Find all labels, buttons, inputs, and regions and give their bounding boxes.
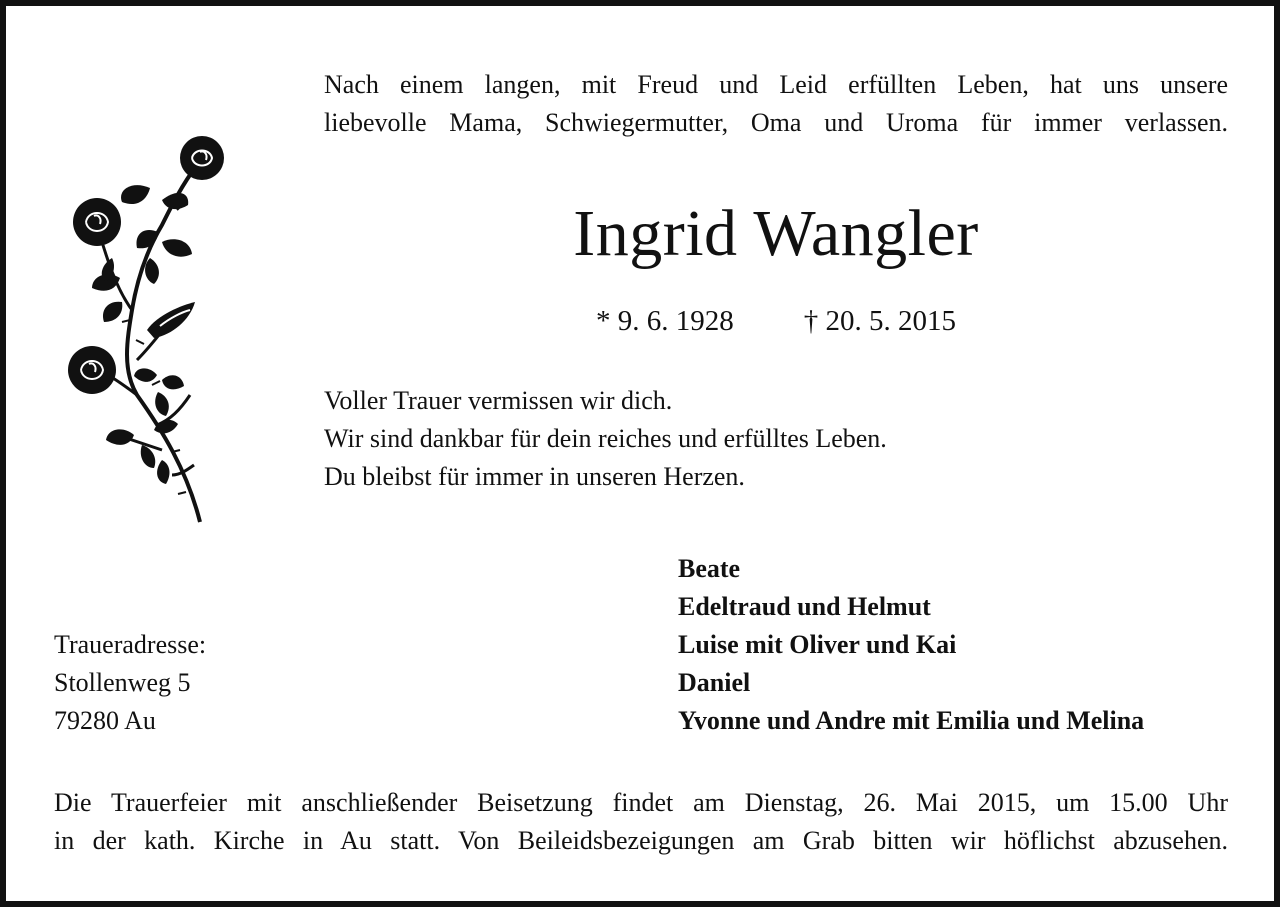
- funeral-service-info: [54, 784, 1228, 860]
- mourner-entry: Beate: [678, 554, 741, 583]
- verse-line: Voller Trauer vermissen wir dich.: [324, 386, 673, 415]
- intro-text: [324, 66, 1228, 142]
- mourner-entry: Daniel: [678, 668, 751, 697]
- verse-line: Wir sind dankbar für dein reiches und erfülltes Leben.: [324, 424, 887, 453]
- deceased-name: Ingrid Wangler: [573, 197, 979, 270]
- death-date: † 20. 5. 2015: [803, 305, 956, 337]
- birth-date: * 9. 6. 1928: [596, 305, 734, 337]
- service-line: Die Trauerfeier mit anschließender Beisetzung findet am Dienstag, 26. Mai 2015, um 15.00 Uhr: [54, 788, 1228, 817]
- mourning-address: [54, 626, 206, 740]
- rose-branch-icon: [62, 130, 232, 530]
- mourners-list: [678, 550, 1144, 740]
- address-label: Traueradresse:: [54, 630, 207, 659]
- memorial-verse: [324, 382, 887, 496]
- mourner-entry: Yvonne und Andre mit Emilia und Melina: [678, 706, 1145, 735]
- address-street: Stollenweg 5: [54, 668, 191, 697]
- address-city: 79280 Au: [54, 706, 156, 735]
- mourner-entry: Edeltraud und Helmut: [678, 592, 931, 621]
- intro-line: liebevolle Mama, Schwiegermutter, Oma und Uroma für immer verlassen.: [324, 108, 1228, 137]
- intro-line: Nach einem langen, mit Freud und Leid erfüllten Leben, hat uns unsere: [324, 70, 1228, 99]
- service-line: in der kath. Kirche in Au statt. Von Beileidsbezeigungen am Grab bitten wir höflichst abzusehen.: [54, 826, 1228, 855]
- verse-line: Du bleibst für immer in unseren Herzen.: [324, 462, 745, 491]
- mourner-entry: Luise mit Oliver und Kai: [678, 630, 957, 659]
- life-dates: [324, 300, 1228, 342]
